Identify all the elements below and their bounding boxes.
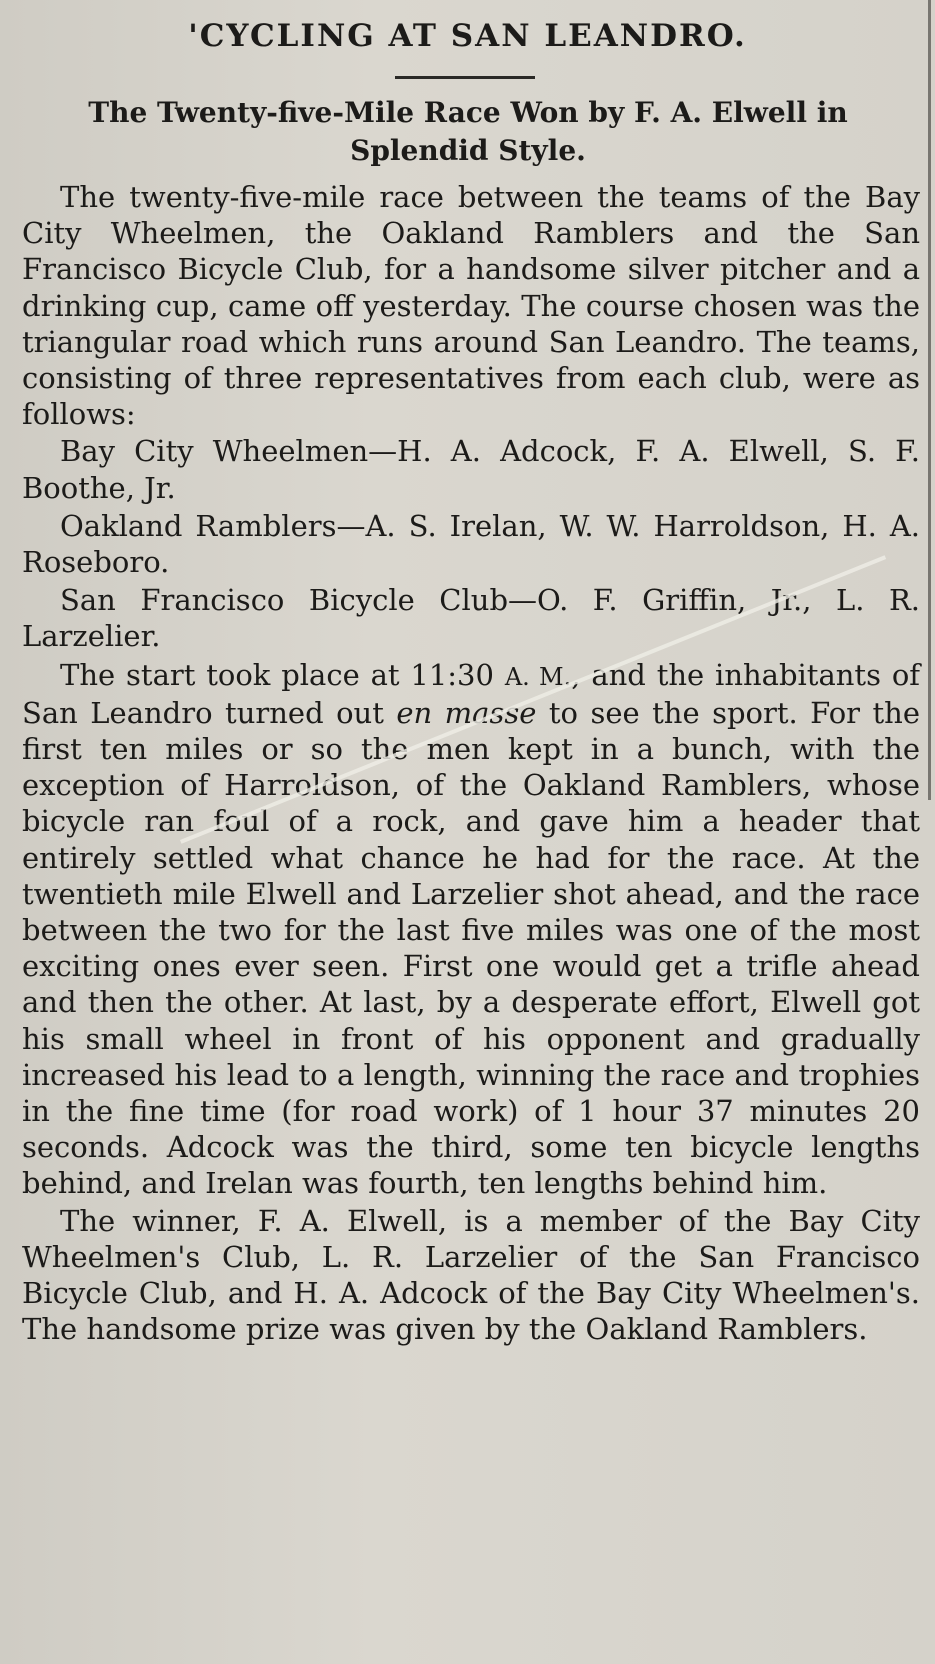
paragraph-team-oakland: Oakland Ramblers—A. S. Irelan, W. W. Harroldson, H. A. Roseboro. [22,508,920,580]
headline-divider [395,76,535,79]
race-crowd-phrase: en masse [396,695,537,730]
article-body [22,179,920,1349]
column-rule [928,0,931,800]
paragraph-race-account [22,657,920,1202]
race-crowd-text: , and the inhabitants of San Leandro turned out [22,657,921,730]
race-start-text: The start took place at 11:30 [60,657,494,692]
subheadline: The Twenty-five-Mile Race Won by F. A. Elwell in Splendid Style. [88,96,848,167]
paragraph-winner: The winner, F. A. Elwell, is a member of the Bay City Wheelmen's Club, L. R. Larzelier of the San Francisco Bicycle Club, and H. A. Adcock of the Bay City Wheelmen's. The handsome prize was given by the Oakland Ramblers. [22,1203,920,1347]
race-start-meridiem: A. M. [504,662,572,691]
paragraph-intro: The twenty-five-mile race between the teams of the Bay City Wheelmen, the Oakland Ramblers and the San Francisco Bicycle Club, for a handsome silver pitcher and a drinking cup, came off yesterday. The course chosen was the triangular road which runs around San Leandro. The teams, consisting of three representatives from each club, were as follows: [22,180,920,432]
race-account-text: to see the sport. For the first ten miles or so the men kept in a bunch, with the exception of Harroldson, of the Oakland Ramblers, whose bicycle ran foul of a rock, and gave him a header that entirely settled what chance he had for the race. At the twentieth mile Elwell and Larzelier shot ahead, and the race between the two for the last five miles was one of the most exciting ones ever seen. First one would get a trifle ahead and then the other. At last, by a desperate effort, Elwell got his small wheel in front of his opponent and gradually increased his lead to a length, winning the race and trophies in the fine time (for road work) of 1 hour 37 minutes 20 seconds. Adcock was the third, some ten bicycle lengths behind, and Irelan was fourth, ten lengths behind him. [22,695,920,1201]
headline: 'CYCLING AT SAN LEANDRO. [188,18,747,54]
paragraph-team-san-francisco: San Francisco Bicycle Club—O. F. Griffin, Jr., L. R. Larzelier. [22,583,920,654]
paragraph-team-bay-city: Bay City Wheelmen—H. A. Adcock, F. A. Elwell, S. F. Boothe, Jr. [22,434,920,505]
